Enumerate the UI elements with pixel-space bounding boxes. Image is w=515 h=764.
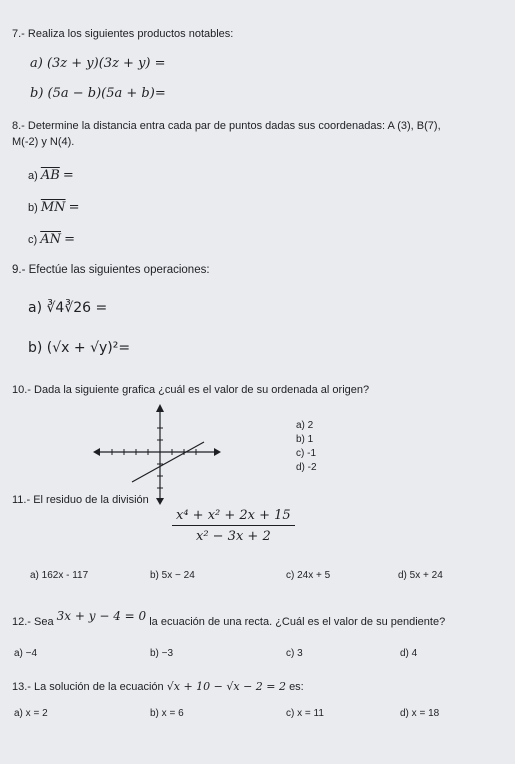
q7-item-a: a) (3z + y)(3z + y) =	[30, 56, 166, 71]
q9-item-b: b) (√x + √y)²=	[28, 340, 131, 356]
q11-denominator: x² − 3x + 2	[195, 529, 271, 544]
q12-option-a: a) −4	[14, 648, 38, 659]
q11-option-a: a) 162x - 117	[30, 570, 89, 581]
q8-title: 8.- Determine la distancia entra cada par de puntos dadas sus coordenadas: A (3), B(7),	[12, 120, 441, 132]
q11-option-d: d) 5x + 24	[398, 570, 443, 581]
q12-prefix: 12.- Sea	[12, 616, 54, 628]
q10-option-a: a) 2	[296, 420, 314, 431]
q13-prefix: 13.- La solución de la ecuación	[12, 681, 164, 693]
q13-equation: √x + 10 − √x − 2 = 2	[166, 680, 286, 693]
q11-option-b: b) 5x − 24	[150, 570, 195, 581]
graph-line	[132, 442, 204, 482]
q13-line	[12, 680, 304, 693]
q7-title: 7.- Realiza los siguientes productos notables:	[12, 28, 234, 40]
q13-suffix: es:	[289, 681, 304, 693]
q10-option-b: b) 1	[296, 434, 314, 445]
q13-option-a: a) x = 2	[14, 708, 48, 719]
segment-an: $\overline{AN}$	[40, 232, 61, 247]
q10-graph	[92, 402, 222, 506]
q11-option-c: c) 24x + 5	[286, 570, 331, 581]
q11-fraction	[172, 508, 295, 544]
q10-option-c: c) -1	[296, 448, 316, 459]
q8-item-c: c) $\overline{AN}$ =	[28, 232, 75, 247]
q12-equation: 3x + y − 4 = 0	[56, 609, 147, 623]
q10-title: 10.- Dada la siguiente grafica ¿cuál es el valor de su ordenada al origen?	[12, 384, 370, 396]
x-axis-arrow-left-icon	[93, 448, 100, 456]
q8-title-line2: M(-2) y N(4).	[12, 136, 75, 148]
q13-option-b: b) x = 6	[150, 708, 184, 719]
q12-option-c: c) 3	[286, 648, 303, 659]
q13-option-c: c) x = 11	[286, 708, 324, 719]
x-axis-arrow-right-icon	[214, 448, 221, 456]
segment-ab: $\overline{AB}$	[40, 168, 60, 183]
q7-item-b: b) (5a − b)(5a + b)=	[30, 86, 166, 101]
y-axis-arrow-up-icon	[156, 404, 164, 412]
q9-title: 9.- Efectúe las siguientes operaciones:	[12, 264, 210, 276]
y-axis-arrow-down-icon	[156, 498, 164, 505]
q11-numerator: x⁴ + x² + 2x + 15	[172, 508, 295, 526]
q8-item-a: a) $\overline{AB}$ =	[28, 168, 74, 183]
q12-suffix: la ecuación de una recta. ¿Cuál es el valor de su pendiente?	[149, 616, 446, 628]
q12-option-b: b) −3	[150, 648, 174, 659]
q8-item-b: b) $\overline{MN}$ =	[28, 200, 80, 215]
q10-option-d: d) -2	[296, 462, 317, 473]
q9-item-a: a) ∛4∛26 =	[28, 300, 108, 316]
segment-mn: $\overline{MN}$	[40, 200, 66, 215]
q12-option-d: d) 4	[400, 648, 418, 659]
q12-line	[12, 609, 446, 628]
q13-option-d: d) x = 18	[400, 708, 440, 719]
q11-title: 11.- El residuo de la división	[12, 494, 149, 506]
